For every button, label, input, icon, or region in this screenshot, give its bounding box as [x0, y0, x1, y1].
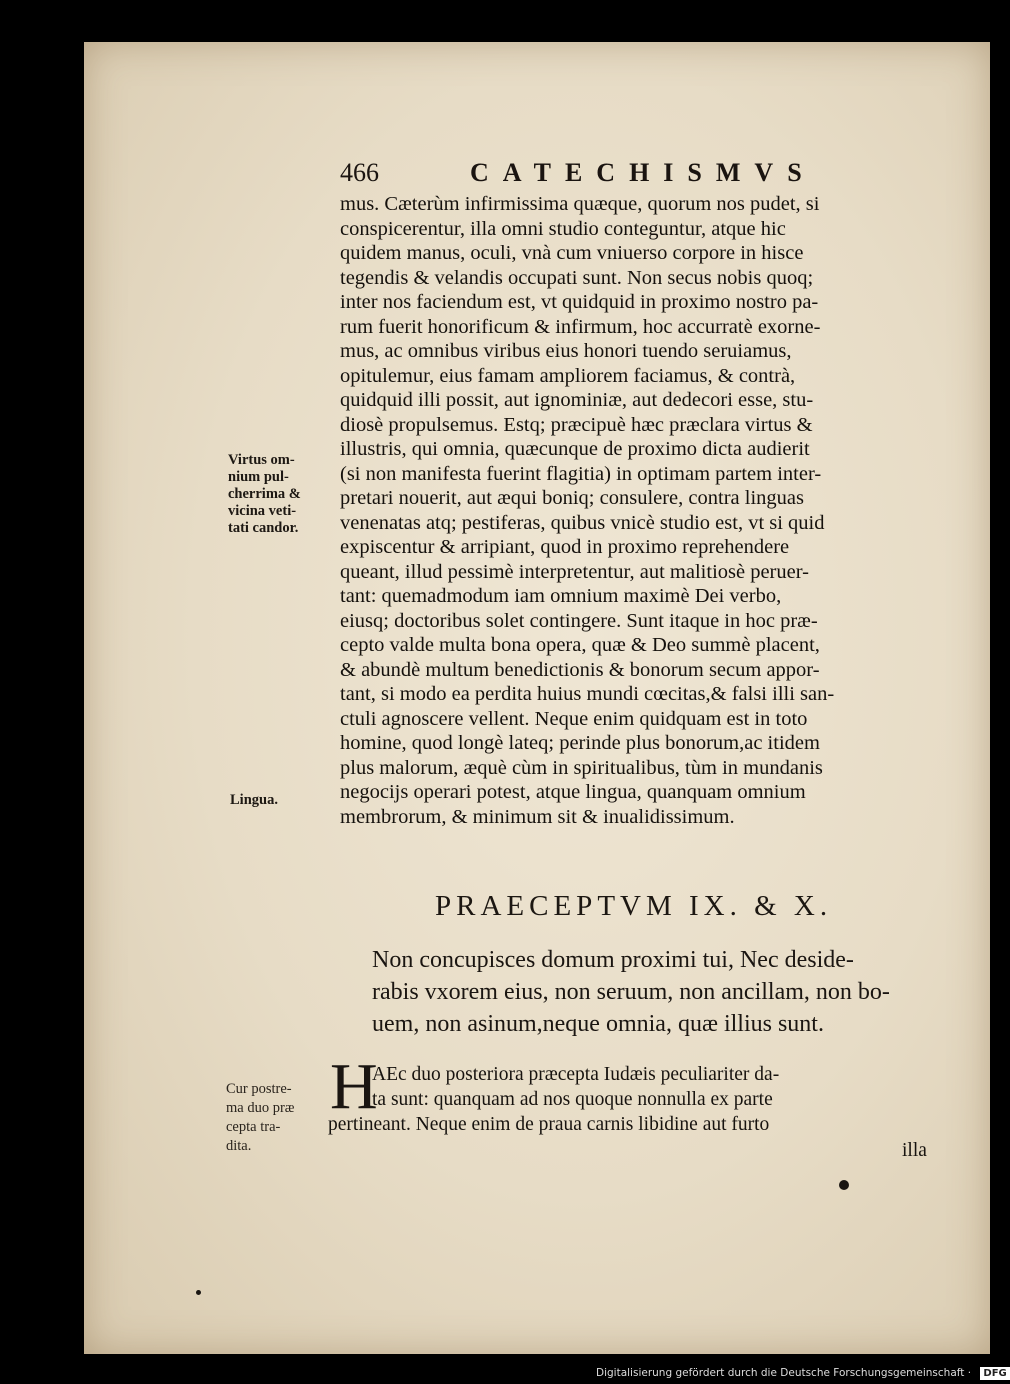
- main-text: [340, 192, 952, 829]
- commandment-line: rabis vxorem eius, non seruum, non ancillam, non bo-: [372, 979, 890, 1005]
- margin-note-line: tati candor.: [228, 520, 299, 536]
- page-number: 466: [340, 158, 379, 187]
- text-line: mus. Cæterùm infirmissima quæque, quorum nos pudet, si: [340, 193, 820, 215]
- dfg-logo: DFG: [980, 1367, 1009, 1380]
- text-line: pretari nouerit, aut æqui boniq; consulere, contra linguas: [340, 487, 804, 509]
- text-line: conspicerentur, illa omni studio conteguntur, atque hic: [340, 217, 786, 240]
- final-paragraph: [328, 1062, 952, 1137]
- text-line: illustris, qui omnia, quæcunque de proximo dicta audierit: [340, 438, 810, 460]
- digitization-footer: [596, 1364, 1010, 1382]
- margin-note-cur: [226, 1080, 316, 1156]
- text-line: tegendis & velandis occupati sunt. Non secus nobis quoq;: [340, 266, 814, 289]
- margin-note-lingua: Lingua.: [230, 792, 278, 808]
- commandment-text: [372, 944, 952, 1040]
- text-line: membrorum, & minimum sit & inualidissimum.: [340, 805, 735, 828]
- margin-note-virtus: [228, 452, 340, 537]
- text-line: ta sunt: quanquam ad nos quoque nonnulla ex parte: [372, 1089, 773, 1110]
- commandment-line: uem, non asinum,neque omnia, quæ illius sunt.: [372, 1011, 824, 1037]
- catchword: illa: [902, 1140, 927, 1161]
- text-line: eiusq; doctoribus solet contingere. Sunt itaque in hoc præ-: [340, 609, 818, 632]
- running-head: CATECHISMVS: [470, 158, 816, 187]
- text-line: ctuli agnoscere vellent. Neque enim quidquam est in toto: [340, 707, 808, 730]
- text-line: opitulemur, eius famam ampliorem faciamus, & contrà,: [340, 364, 796, 387]
- footer-text: Digitalisierung gefördert durch die Deutsche Forschungsgemeinschaft ·: [596, 1367, 972, 1379]
- drop-capital: H: [330, 1050, 378, 1123]
- margin-note-line: Virtus om-: [228, 452, 295, 468]
- text-line: homine, quod longè lateq; perinde plus bonorum,ac itidem: [340, 732, 820, 754]
- margin-note-line: dita.: [226, 1138, 252, 1154]
- page-header: [340, 158, 960, 188]
- text-line: plus malorum, æquè cùm in spiritualibus, tùm in mundanis: [340, 756, 823, 779]
- text-line: tant: quemadmodum iam omnium maximè Dei verbo,: [340, 585, 782, 607]
- text-line: negocijs operari potest, atque lingua, quanquam omnium: [340, 781, 806, 803]
- text-line: diosè propulsemus. Estq; præcipuè hæc præclara virtus &: [340, 413, 813, 436]
- text-line: rum fuerit honorificum & infirmum, hoc accurratè exorne-: [340, 315, 821, 338]
- ink-spot: [839, 1180, 849, 1190]
- margin-note-line: nium pul-: [228, 469, 289, 485]
- text-line: quidem manus, oculi, vnà cum vniuerso corpore in hisce: [340, 242, 804, 264]
- text-line: pertineant. Neque enim de praua carnis libidine aut furto: [328, 1114, 770, 1135]
- text-line: tant, si modo ea perdita huius mundi cœcitas,& falsi illi san-: [340, 683, 835, 705]
- text-line: quidquid illi possit, aut ignominiæ, aut dedecori esse, stu-: [340, 389, 814, 411]
- ink-spot: [196, 1290, 201, 1295]
- margin-note-line: cepta tra-: [226, 1119, 281, 1135]
- text-line: mus, ac omnibus viribus eius honori tuendo seruiamus,: [340, 340, 792, 362]
- margin-note-line: vicina veti-: [228, 503, 297, 519]
- commandment-line: Non concupisces domum proximi tui, Nec deside-: [372, 947, 854, 973]
- margin-note-line: Cur postre-: [226, 1081, 292, 1097]
- section-heading: PRAECEPTVM IX. & X.: [435, 890, 833, 922]
- text-line: AEc duo posteriora præcepta Iudæis peculiariter da-: [372, 1064, 780, 1085]
- text-line: queant, illud pessimè interpretentur, aut malitiosè peruer-: [340, 560, 809, 583]
- text-line: inter nos faciendum est, vt quidquid in proximo nostro pa-: [340, 291, 819, 313]
- text-line: & abundè multum benedictionis & bonorum secum appor-: [340, 658, 820, 681]
- text-line: (si non manifesta fuerint flagitia) in optimam partem inter-: [340, 462, 822, 485]
- margin-note-line: ma duo præ: [226, 1100, 295, 1116]
- text-line: venenatas atq; pestiferas, quibus vnicè studio est, vt si quid: [340, 511, 825, 534]
- text-line: expiscentur & arripiant, quod in proximo reprehendere: [340, 536, 790, 558]
- text-line: cepto valde multa bona opera, quæ & Deo summè placent,: [340, 634, 820, 656]
- margin-note-line: cherrima &: [228, 486, 301, 502]
